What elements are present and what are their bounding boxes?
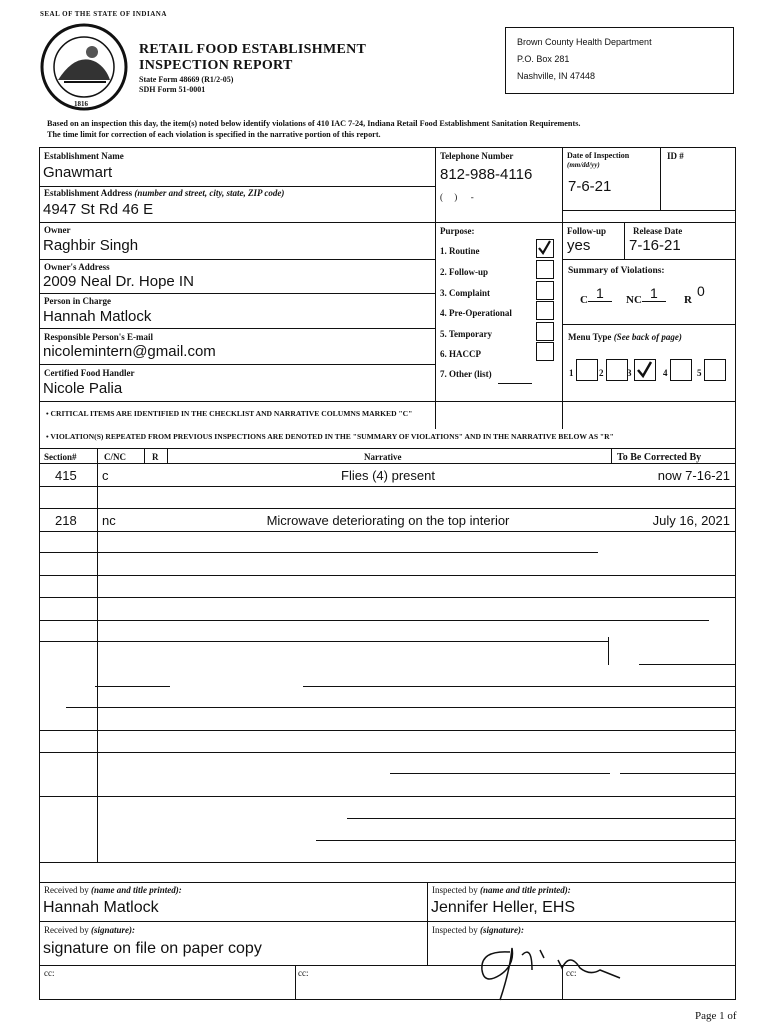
purpose-option-label: 2. Follow-up <box>440 267 489 277</box>
owner-label: Owner <box>44 225 71 235</box>
received-by-name[interactable]: Hannah Matlock <box>43 899 159 916</box>
purpose-option-label: 6. HACCP <box>440 349 481 359</box>
col-header-cnc: C/NC <box>104 452 126 462</box>
cc-2: cc: <box>298 968 309 978</box>
form-number: State Form 48669 (R1/2-05) <box>139 75 234 84</box>
responsible-email[interactable]: nicolemintern@gmail.com <box>43 343 216 360</box>
date-label: Date of Inspection <box>567 151 630 160</box>
summary-r: R0 <box>684 290 710 306</box>
row-cnc[interactable]: c <box>102 468 109 483</box>
row-narrative[interactable]: Microwave deteriorating on the top interior <box>266 513 510 528</box>
owner-name[interactable]: Raghbir Singh <box>43 237 139 254</box>
purpose-checkbox[interactable] <box>536 260 554 279</box>
page-number: Page 1 of <box>695 1010 737 1022</box>
inspection-date[interactable]: 7-6-21 <box>568 178 612 195</box>
purpose-label: Purpose: <box>440 226 475 236</box>
date-format-hint: (mm/dd/yy) <box>567 161 600 169</box>
form-title: RETAIL FOOD ESTABLISHMENT <box>139 42 367 57</box>
menu-option-label: 3 <box>627 368 632 378</box>
telephone-number[interactable]: 812-988-4116 <box>440 166 533 183</box>
purpose-option-label: 3. Complaint <box>440 288 491 298</box>
release-date-label: Release Date <box>633 226 683 236</box>
menu-type-checkbox[interactable] <box>576 359 598 381</box>
email-label: Responsible Person's E-mail <box>44 332 154 342</box>
received-signature[interactable]: signature on file on paper copy <box>43 940 262 957</box>
form-subtitle: INSPECTION REPORT <box>139 58 293 73</box>
inspected-by-name[interactable]: Jennifer Heller, EHS <box>431 899 576 916</box>
seal-year: 1816 <box>74 100 88 108</box>
address-label: Establishment Address (number and street, city, state, ZIP code) <box>44 188 285 198</box>
establishment-name[interactable]: Gnawmart <box>43 164 113 181</box>
purpose-option-label: 4. Pre-Operational <box>440 308 512 318</box>
food-handler-label: Certified Food Handler <box>44 368 135 378</box>
summary-nc: NC 1 <box>626 290 666 307</box>
id-label: ID # <box>667 151 684 161</box>
menu-type-checkbox[interactable] <box>704 359 726 381</box>
inspected-signature-label: Inspected by (signature): <box>432 925 524 935</box>
check-icon <box>537 240 552 255</box>
check-icon <box>635 360 654 379</box>
owner-address[interactable]: 2009 Neal Dr. Hope IN <box>43 273 194 290</box>
col-header-r: R <box>152 452 159 462</box>
department-name: Brown County Health Department <box>517 37 652 47</box>
followup-label: Follow-up <box>567 226 607 236</box>
purpose-other-line[interactable] <box>498 383 532 384</box>
menu-option-label: 5 <box>697 368 702 378</box>
col-header-corrected: To Be Corrected By <box>617 452 702 463</box>
row-narrative[interactable]: Flies (4) present <box>341 468 435 483</box>
cc-1: cc: <box>44 968 55 978</box>
person-in-charge[interactable]: Hannah Matlock <box>43 308 152 325</box>
menu-option-label: 2 <box>599 368 604 378</box>
establishment-name-label: Establishment Name <box>44 151 124 161</box>
summary-c-count: 1 <box>588 285 612 302</box>
person-in-charge-label: Person in Charge <box>44 296 111 306</box>
purpose-option-label: 5. Temporary <box>440 329 493 339</box>
received-by-label: Received by (name and title printed): <box>44 885 182 895</box>
purpose-checkbox[interactable] <box>536 239 554 258</box>
purpose-checkbox[interactable] <box>536 301 554 320</box>
followup-value[interactable]: yes <box>567 237 591 254</box>
department-city: Nashville, IN 47448 <box>517 71 596 81</box>
inspector-signature-scribble <box>470 930 630 1010</box>
summary-c: C 1 <box>580 290 612 307</box>
col-header-narrative: Narrative <box>364 452 402 462</box>
sdh-form-number: SDH Form 51-0001 <box>139 85 206 94</box>
department-box <box>505 27 734 94</box>
telephone-label: Telephone Number <box>440 151 514 161</box>
row-section[interactable]: 415 <box>55 468 77 483</box>
purpose-checkbox[interactable] <box>536 342 554 361</box>
inspected-by-label: Inspected by (name and title printed): <box>432 885 571 895</box>
menu-type-label: Menu Type (See back of page) <box>568 332 682 342</box>
purpose-checkbox[interactable] <box>536 281 554 300</box>
summary-nc-count: 1 <box>642 285 666 302</box>
row-section[interactable]: 218 <box>55 513 77 528</box>
establishment-address[interactable]: 4947 St Rd 46 E <box>43 201 154 218</box>
intro-text-2: The time limit for correction of each violation is specified in the narrative portion of this report. <box>47 130 381 139</box>
purpose-option-label: 1. Routine <box>440 246 480 256</box>
col-header-section: Section# <box>44 452 77 462</box>
row-corrected-by[interactable]: now 7-16-21 <box>657 468 730 483</box>
menu-option-label: 4 <box>663 368 668 378</box>
row-cnc[interactable]: nc <box>102 513 116 528</box>
telephone-alt[interactable]: ( ) - <box>440 192 474 202</box>
menu-type-checkbox[interactable] <box>634 359 656 381</box>
repeated-note: • VIOLATION(S) REPEATED FROM PREVIOUS INSPECTIONS ARE DENOTED IN THE "SUMMARY OF VIOLATIONS" AND IN THE NARRATIVE BELOW AS "R" <box>46 432 614 441</box>
summary-label: Summary of Violations: <box>568 266 665 276</box>
received-signature-label: Received by (signature): <box>44 925 135 935</box>
owner-address-label: Owner's Address <box>44 262 110 272</box>
department-pobox: P.O. Box 281 <box>517 54 570 64</box>
critical-note: • CRITICAL ITEMS ARE IDENTIFIED IN THE CHECKLIST AND NARRATIVE COLUMNS MARKED "C" <box>46 409 413 418</box>
state-seal <box>36 22 132 112</box>
seal-inscription: SEAL OF THE STATE OF INDIANA <box>40 10 167 18</box>
purpose-checkbox[interactable] <box>536 322 554 341</box>
cc-3: cc: <box>566 968 577 978</box>
summary-r-count: 0 <box>697 283 705 299</box>
certified-food-handler[interactable]: Nicole Palia <box>43 380 123 397</box>
menu-type-checkbox[interactable] <box>670 359 692 381</box>
purpose-option-label: 7. Other (list) <box>440 369 492 379</box>
menu-option-label: 1 <box>569 368 574 378</box>
release-date[interactable]: 7-16-21 <box>629 237 681 254</box>
intro-text-1: Based on an inspection this day, the item(s) noted below identify violations of 410 IAC 7-24, Indiana Retail Food Establishment Sanitation Requirements. <box>47 119 581 128</box>
menu-type-checkbox[interactable] <box>606 359 628 381</box>
row-corrected-by[interactable]: July 16, 2021 <box>652 513 730 528</box>
